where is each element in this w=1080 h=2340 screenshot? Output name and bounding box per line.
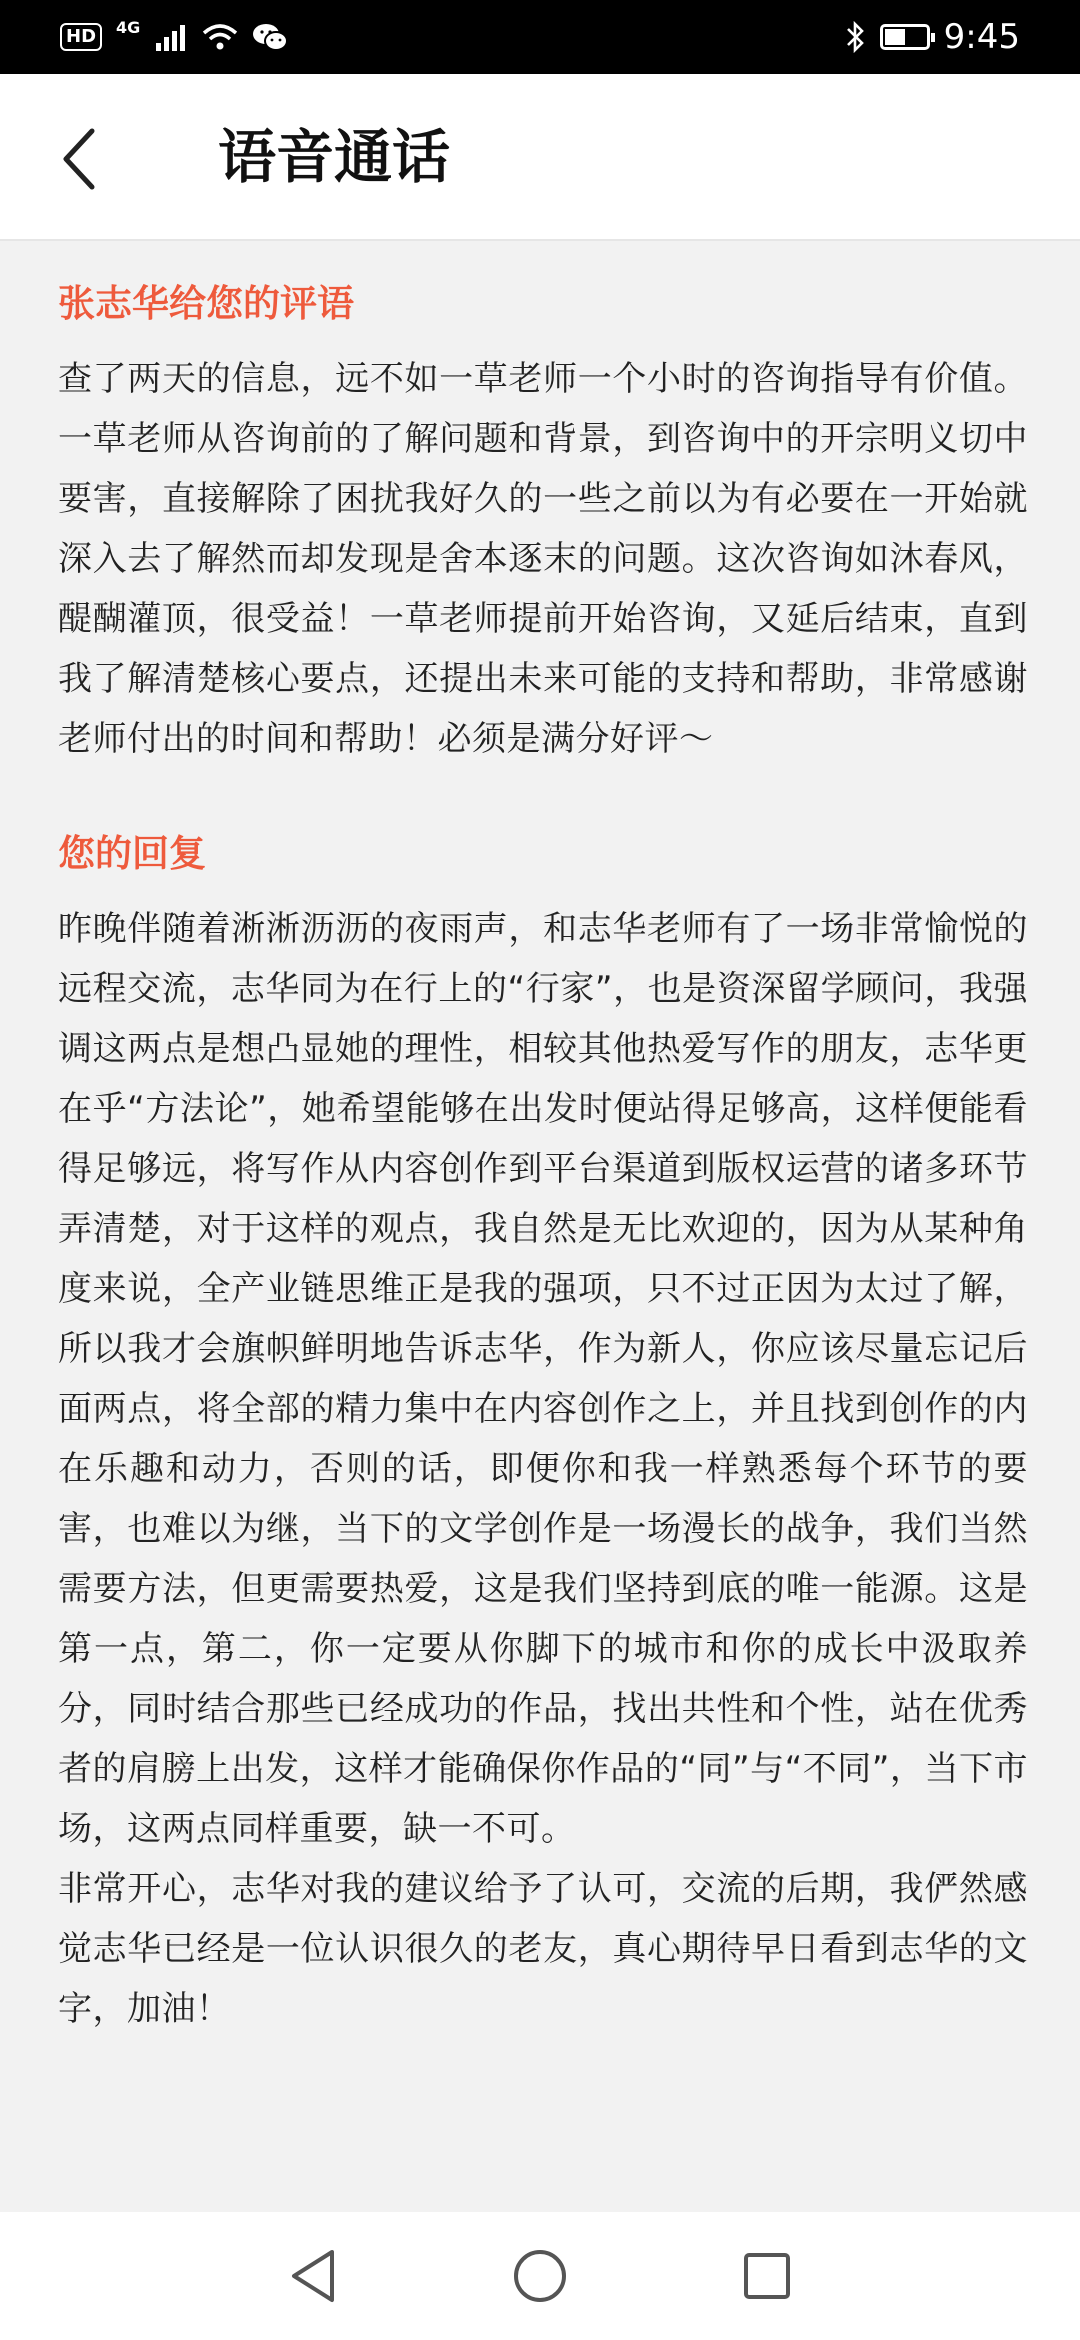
bluetooth-icon [844, 21, 866, 53]
app-header [0, 74, 1080, 241]
square-recent-icon [742, 2251, 792, 2301]
nav-recent-button[interactable] [727, 2236, 807, 2316]
wifi-icon [202, 23, 238, 51]
status-left [60, 17, 288, 52]
status-bar [0, 0, 1080, 74]
hd-badge: HD [60, 23, 102, 51]
comment-heading: 张志华给您的评语 [58, 282, 354, 325]
back-button[interactable] [50, 124, 110, 194]
page-title: 语音通话 [218, 123, 451, 191]
system-nav-bar [0, 2212, 1080, 2340]
triangle-back-icon [288, 2248, 338, 2304]
status-time: 9:45 [943, 17, 1020, 57]
nav-home-button[interactable] [500, 2236, 580, 2316]
reply-paragraph-1: 昨晚伴随着淅淅沥沥的夜雨声，和志华老师有了一场非常愉悦的远程交流，志华同为在行上的“行家”，也是资深留学顾问，我强调这两点是想凸显她的理性，相较其他热爱写作的朋友，志华更在乎“方法论”，她希望能够在出发时便站得足够高，这样便能看得足够远，将写作从内容创作到平台渠道到版权运营的诸多环节弄清楚，对于这样的观点，我自然是无比欢迎的，因为从某种角度来说，全产业链思维正是我的强项，只不过正因为太过了解，所以我才会旗帜鲜明地告诉志华，作为新人，你应该尽量忘记后面两点，将全部的精力集中在内容创作之上，并且找到创作的内在乐趣和动力，否则的话，即便你和我一样熟悉每个环节的要害，也难以为继，当下的文学创作是一场漫长的战争，我们当然需要方法，但更需要热爱，这是我们坚持到底的唯一能源。这是第一点，第二，你一定要从你脚下的城市和你的成长中汲取养分，同时结合那些已经成功的作品，找出共性和个性，站在优秀者的肩膀上出发，这样才能确保你作品的“同”与“不同”，当下市场，这两点同样重要，缺一不可。 [58, 909, 1028, 1849]
battery-icon [880, 24, 930, 50]
reply-heading: 您的回复 [58, 832, 206, 875]
status-right [844, 17, 1020, 57]
network-type: 4G [116, 17, 141, 37]
circle-home-icon [512, 2248, 568, 2304]
nav-back-button[interactable] [273, 2236, 353, 2316]
chevron-left-icon [60, 127, 100, 191]
signal-icon [154, 23, 188, 51]
wechat-icon [252, 22, 288, 52]
comment-text: 查了两天的信息，远不如一草老师一个小时的咨询指导有价值。一草老师从咨询前的了解问题和背景，到咨询中的开宗明义切中要害，直接解除了困扰我好久的一些之前以为有必要在一开始就深入去了解然而却发现是舍本逐末的问题。这次咨询如沐春风，醍醐灌顶，很受益！一草老师提前开始咨询，又延后结束，直到我了解清楚核心要点，还提出未来可能的支持和帮助，非常感谢老师付出的时间和帮助！必须是满分好评～ [58, 359, 1028, 759]
reply-paragraph-2: 非常开心，志华对我的建议给予了认可，交流的后期，我俨然感觉志华已经是一位认识很久的老友，真心期待早日看到志华的文字，加油！ [58, 1869, 1028, 2029]
main-content [58, 241, 1028, 2039]
